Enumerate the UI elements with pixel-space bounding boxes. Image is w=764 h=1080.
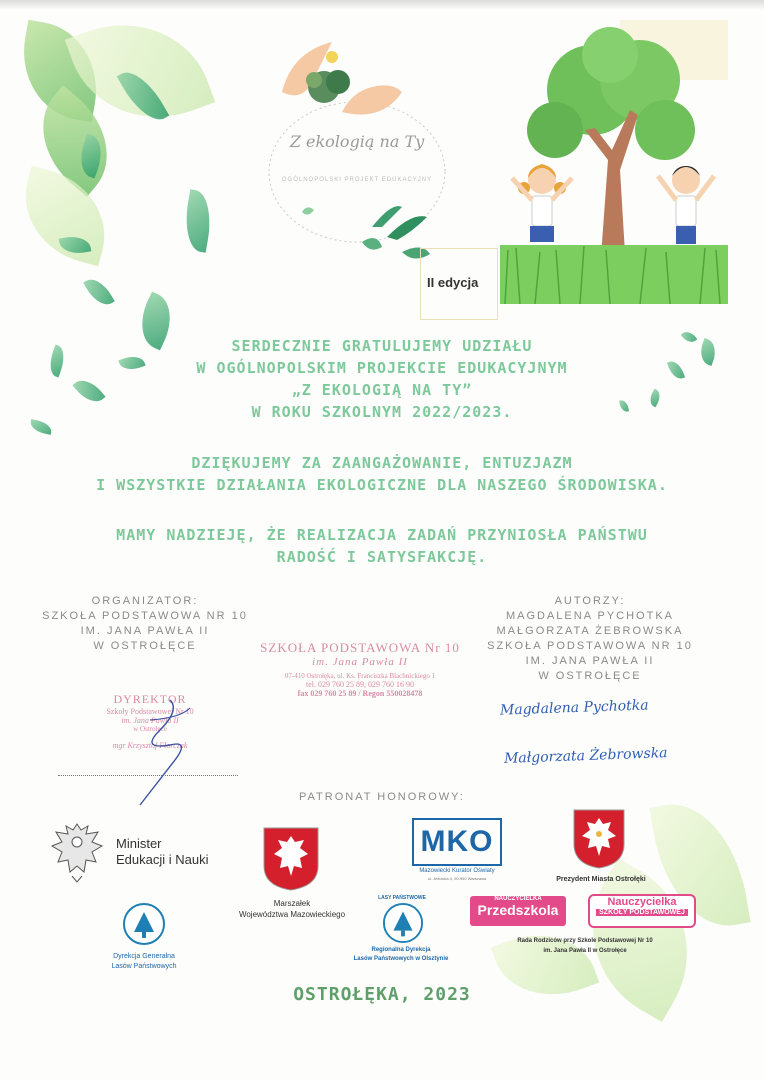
preschool-teacher-logo	[470, 896, 566, 926]
ostroleka-coat-of-arms-icon	[572, 808, 626, 870]
project-logo-subtitle: OGÓLNOPOLSKI PROJEKT EDUKACYJNY	[281, 177, 433, 183]
parents-council-label: Rada Rodziców przy Szkole Podstawowej Nr 10 im. Jana Pawła II w Ostrołęce	[517, 938, 653, 954]
footer-place-year: OSTROŁĘKA, 2023	[293, 984, 471, 1005]
hope-line-1: MAMY NADZIEJĘ, ŻE REALIZACJA ZADAŃ PRZYNIOSŁA PAŃSTWU	[116, 526, 648, 544]
authors-line: MAŁGORZATA ŻEBROWSKA	[496, 625, 684, 637]
hope-line-2: RADOŚĆ I SATYSFAKCJĘ.	[276, 548, 488, 566]
marshal-label: Marszałek Województwa Mazowieckiego	[238, 899, 346, 919]
director-stamp-line: im. Jana Pawła II	[121, 716, 179, 725]
project-logo	[262, 32, 452, 272]
mko-logo-text: MKO	[420, 825, 494, 858]
polish-eagle-icon	[48, 820, 106, 884]
authors-line: SZKOŁA PODSTAWOWA NR 10	[487, 640, 693, 652]
preschool-logo-small: NAUCZYCIELKA	[494, 896, 542, 902]
minister-label: Minister Edukacji i Nauki	[116, 836, 209, 867]
mazovia-coat-of-arms-icon	[262, 826, 320, 892]
mko-logo	[412, 818, 502, 866]
thanks-line-2: I WSZYSTKIE DZIAŁANIA EKOLOGICZNE DLA NASZEGO ŚRODOWISKA.	[96, 476, 668, 494]
mko-caption: Mazowiecki Kurator Oświaty	[419, 868, 495, 874]
authors-block	[470, 594, 710, 684]
organizer-block	[30, 594, 260, 654]
authors-line: IM. JANA PAWŁA II	[525, 655, 655, 667]
teacher-logo-small: Nauczycielka	[607, 896, 677, 908]
state-forests-regional-logo-icon	[382, 902, 424, 944]
organizer-line: SZKOŁA PODSTAWOWA NR 10	[42, 610, 248, 622]
school-stamp-address: 07-410 Ostrołęka, ul. Ks. Franciszka Blachnickiego 1	[284, 672, 436, 680]
director-stamp-line: w Ostrołęce	[133, 725, 167, 733]
organizer-heading: ORGANIZATOR:	[91, 595, 199, 607]
thanks-line-1: DZIĘKUJEMY ZA ZAANGAŻOWANIE, ENTUZJAZM	[191, 454, 573, 472]
hands-plant-icon	[262, 32, 452, 272]
tree-icon	[500, 20, 728, 304]
mko-address: ul. Jezuicka 4, 00-950 Warszawa	[427, 876, 487, 881]
congrats-line-3: „Z EKOLOGIĄ NA TY”	[291, 381, 473, 399]
president-label: Prezydent Miasta Ostrołęki	[556, 876, 646, 883]
leaf-cluster-bottom	[480, 760, 760, 1020]
authors-line: W OSTROŁĘCE	[538, 670, 642, 682]
director-stamp-name: mgr Krzysztof Florczak	[112, 741, 188, 750]
teacher-logo-big: SZKOŁY PODSTAWOWEJ	[596, 909, 688, 916]
authors-line: MAGDALENA PYCHOTKA	[505, 610, 675, 622]
school-stamp-phone: tel. 029 760 25 89, 029 760 16 90	[306, 680, 414, 689]
school-stamp-fax: fax 029 760 25 89 / Regon 550028478	[297, 689, 423, 698]
organizer-line: W OSTROŁĘCE	[93, 640, 197, 652]
school-teacher-logo	[588, 894, 696, 928]
state-forests-logo-icon	[122, 902, 166, 946]
director-stamp-title: DYREKTOR	[113, 692, 187, 706]
forests-general-label: Dyrekcja Generalna Lasów Państwowych	[111, 953, 177, 970]
congrats-line-2: W OGÓLNOPOLSKIM PROJEKCIE EDUKACYJNYM	[196, 359, 568, 377]
forests-badge-label: LASY PAŃSTWOWE	[378, 895, 426, 901]
organizer-line: IM. JANA PAWŁA II	[80, 625, 210, 637]
author-signature-2: Małgorzata Żebrowska	[503, 745, 668, 767]
congrats-line-1: SERDECZNIE GRATULUJEMY UDZIAŁU	[231, 337, 533, 355]
school-stamp-name: SZKOŁA PODSTAWOWA Nr 10	[260, 640, 460, 655]
preschool-logo-big: Przedszkola	[477, 902, 559, 918]
signature-line	[58, 775, 238, 776]
director-stamp-line: Szkoły Podstawowej Nr 10	[106, 707, 194, 716]
patronage-heading: PATRONAT HONOROWY:	[299, 791, 465, 803]
congrats-line-4: W ROKU SZKOLNYM 2022/2023.	[251, 403, 513, 421]
school-stamp-patron: im. Jana Pawła II	[312, 656, 408, 668]
edition-label: II edycja	[420, 248, 498, 320]
scan-edge	[0, 0, 764, 10]
tree-children-illustration	[500, 20, 728, 304]
author-signature-1: Magdalena Pychotka	[499, 697, 649, 719]
school-stamp	[240, 640, 480, 698]
authors-heading: AUTORZY:	[554, 595, 626, 607]
forests-regional-label: Regionalna Dyrekcja Lasów Państwowych w Olsztynie	[353, 947, 449, 962]
project-logo-title: Z ekologią na Ty	[289, 132, 425, 151]
